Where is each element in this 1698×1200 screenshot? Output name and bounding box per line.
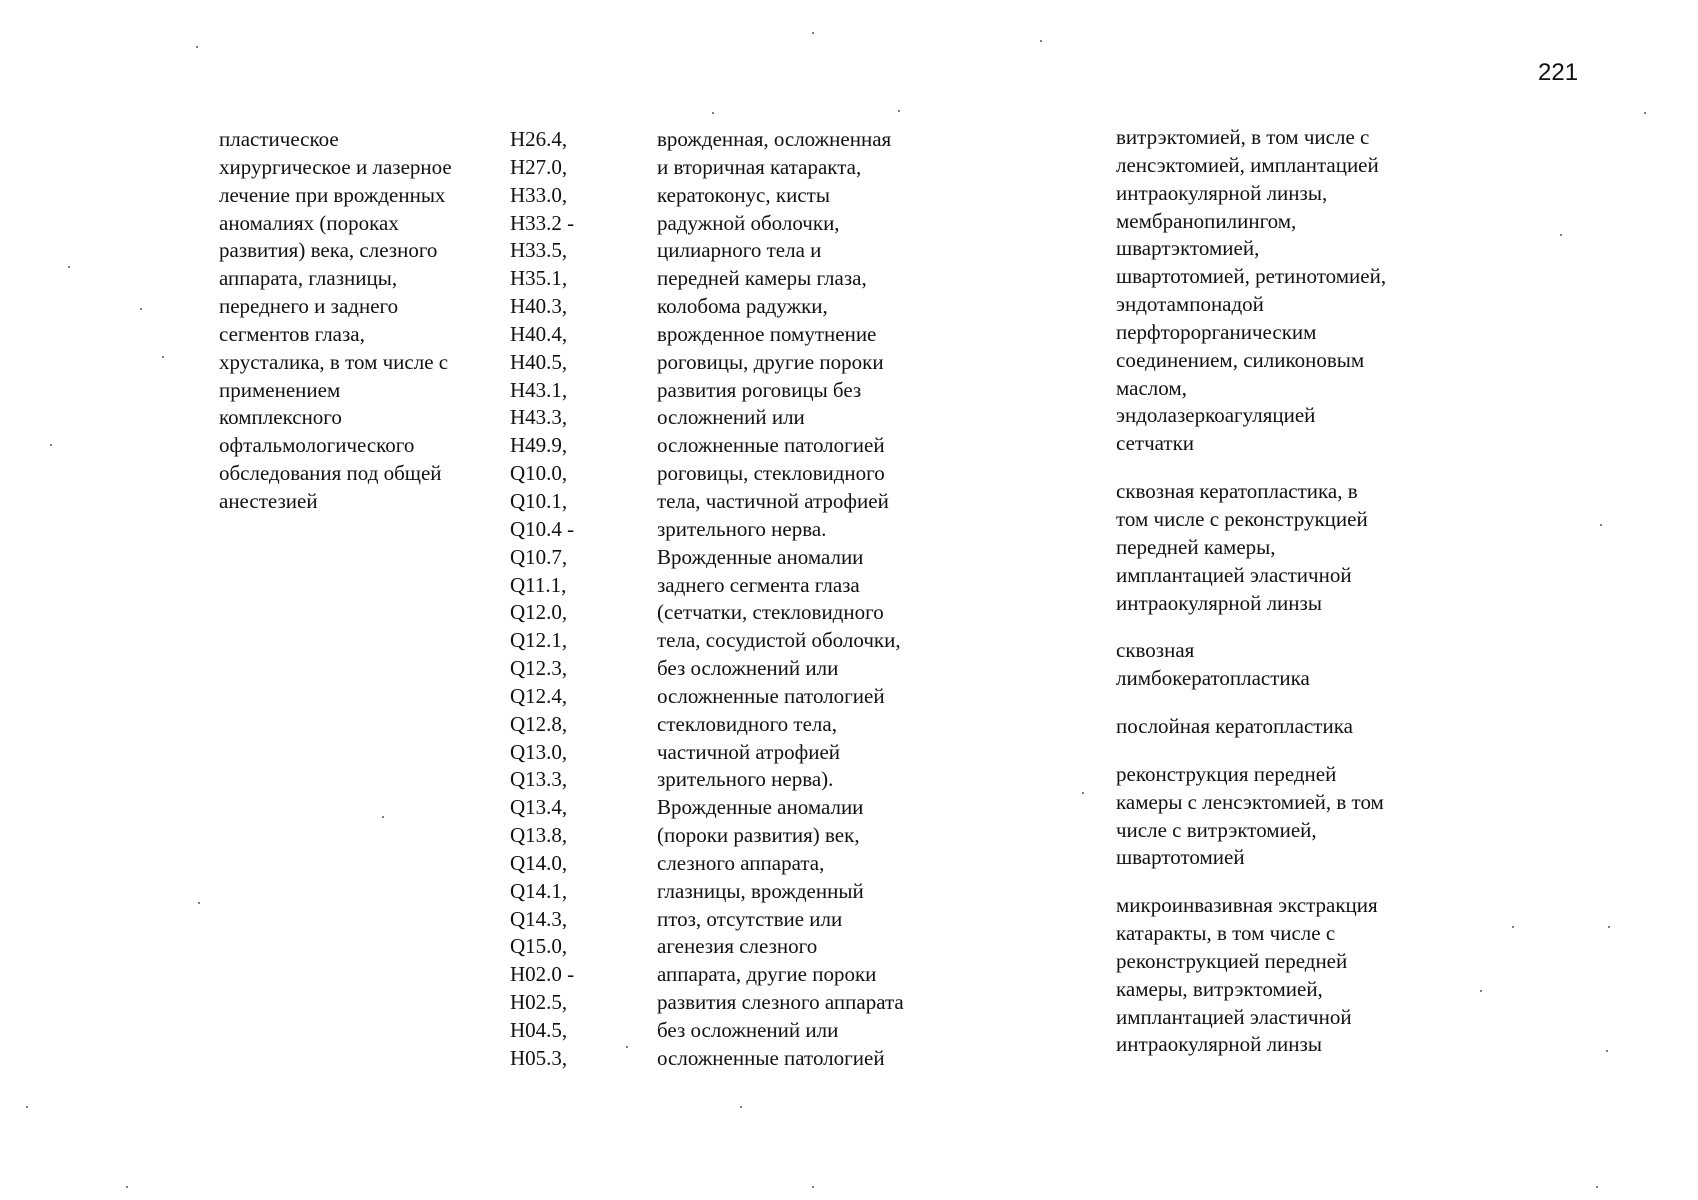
- column-method-name: [219, 126, 509, 516]
- diagnosis-line: без осложнений или: [657, 656, 839, 681]
- diagnosis-line: передней камеры глаза,: [657, 266, 867, 291]
- scan-speck: [162, 356, 164, 358]
- icd-code: Q12.3,: [510, 656, 568, 681]
- scan-speck: [740, 1106, 742, 1108]
- scan-speck: [626, 1046, 628, 1048]
- treatment-line: числе с витрэктомией,: [1116, 817, 1317, 842]
- treatment-line: маслом,: [1116, 375, 1187, 400]
- icd-code: H40.5,: [510, 349, 568, 374]
- scan-speck: [1560, 234, 1562, 236]
- icd-code: H26.4,: [510, 127, 568, 151]
- diagnosis-line: и вторичная катаракта,: [657, 154, 862, 179]
- method-name-line: развития) века, слезного: [219, 238, 438, 263]
- diagnosis-line: аппарата, другие пороки: [657, 962, 877, 987]
- treatment-line: эндолазеркоагуляцией: [1116, 403, 1316, 428]
- icd-code: H33.5,: [510, 238, 568, 263]
- treatment-line: катаракты, в том числе с: [1116, 921, 1336, 946]
- diagnosis-line: осложненные патологией: [657, 1045, 885, 1070]
- column-icd-codes: [510, 126, 640, 1073]
- scan-speck: [50, 444, 52, 446]
- diagnosis-line: агенезия слезного: [657, 934, 818, 959]
- diagnosis-line: Врожденные аномалии: [657, 544, 864, 569]
- diagnosis-line: колобома радужки,: [657, 294, 828, 319]
- treatment-line: швартэктомией,: [1116, 236, 1260, 261]
- treatment-line: интраокулярной линзы: [1116, 1032, 1322, 1057]
- icd-code: H33.2 -: [510, 210, 575, 235]
- diagnosis-line: развития роговицы без: [657, 377, 862, 402]
- scan-speck: [712, 112, 714, 114]
- icd-code: Q14.3,: [510, 906, 568, 931]
- treatment-line: мембранопилингом,: [1116, 208, 1297, 233]
- icd-code: H43.3,: [510, 405, 568, 430]
- diagnosis-line: заднего сегмента глаза: [657, 572, 860, 597]
- treatment-line: камеры, витрэктомией,: [1116, 976, 1323, 1001]
- icd-code: Q13.4,: [510, 795, 568, 820]
- method-name-line: офтальмологического: [219, 433, 415, 458]
- scan-speck: [898, 110, 900, 112]
- treatment-entry: [1116, 892, 1586, 1059]
- icd-code: H35.1,: [510, 266, 568, 291]
- treatment-entry: [1116, 713, 1586, 741]
- treatment-line: витрэктомией, в том числе с: [1116, 125, 1370, 149]
- diagnosis-line: цилиарного тела и: [657, 238, 822, 263]
- scan-speck: [198, 902, 200, 904]
- icd-code: Q10.7,: [510, 544, 568, 569]
- scan-speck: [26, 1106, 28, 1108]
- scan-speck: [1596, 1186, 1598, 1188]
- icd-code: Q13.0,: [510, 739, 568, 764]
- treatment-line: ленсэктомией, имплантацией: [1116, 152, 1379, 177]
- icd-code: Q12.4,: [510, 683, 568, 708]
- icd-code: H05.3,: [510, 1045, 568, 1070]
- diagnosis-line: слезного аппарата,: [657, 850, 825, 875]
- treatment-line: сквозная кератопластика, в: [1116, 479, 1358, 504]
- diagnosis-line: зрительного нерва.: [657, 516, 827, 541]
- column-diagnosis: [657, 126, 1087, 1073]
- scan-speck: [1040, 40, 1042, 42]
- scan-speck: [1606, 1050, 1608, 1052]
- treatment-line: имплантацией эластичной: [1116, 1004, 1352, 1029]
- diagnosis-line: осложненные патологией: [657, 433, 885, 458]
- diagnosis-line: осложненные патологией: [657, 683, 885, 708]
- diagnosis-line: врожденная, осложненная: [657, 127, 892, 151]
- icd-code: H33.0,: [510, 182, 568, 207]
- treatment-entry: [1116, 124, 1586, 458]
- treatment-line: интраокулярной линзы: [1116, 590, 1322, 615]
- method-name-line: обследования под общей: [219, 461, 442, 486]
- scan-speck: [126, 1186, 128, 1188]
- diagnosis-line: Врожденные аномалии: [657, 795, 864, 820]
- column-treatment-methods: [1116, 124, 1586, 1079]
- scan-speck: [1608, 926, 1610, 928]
- icd-code: Q14.1,: [510, 878, 568, 903]
- icd-code: Q12.0,: [510, 600, 568, 625]
- method-name-line: лечение при врожденных: [219, 182, 446, 207]
- scan-speck: [812, 32, 814, 34]
- icd-code: Q11.1,: [510, 572, 567, 597]
- scan-speck: [382, 816, 384, 818]
- diagnosis-line: частичной атрофией: [657, 739, 841, 764]
- diagnosis-line: зрительного нерва).: [657, 767, 834, 792]
- method-name-line: пластическое: [219, 127, 339, 151]
- icd-code: Q15.0,: [510, 934, 568, 959]
- icd-code: H40.4,: [510, 321, 568, 346]
- diagnosis-line: стекловидного тела,: [657, 711, 837, 736]
- icd-code: Q13.8,: [510, 823, 568, 848]
- diagnosis-line: кератоконус, кисты: [657, 182, 830, 207]
- treatment-line: эндотампонадой: [1116, 292, 1264, 317]
- diagnosis-line: роговицы, другие пороки: [657, 349, 884, 374]
- icd-code: H04.5,: [510, 1018, 568, 1042]
- scan-speck: [1082, 792, 1084, 794]
- treatment-line: соединением, силиконовым: [1116, 347, 1365, 372]
- diagnosis-line: врожденное помутнение: [657, 321, 877, 346]
- diagnosis-line: осложнений или: [657, 405, 805, 430]
- icd-code: Q10.1,: [510, 488, 568, 513]
- diagnosis-line: тела, сосудистой оболочки,: [657, 628, 901, 653]
- method-name-line: переднего и заднего: [219, 294, 399, 319]
- scan-speck: [1600, 524, 1602, 526]
- treatment-entry: [1116, 761, 1586, 872]
- diagnosis-line: птоз, отсутствие или: [657, 906, 843, 931]
- icd-code: Q12.1,: [510, 628, 568, 653]
- icd-code: Q12.8,: [510, 711, 568, 736]
- treatment-entry: [1116, 478, 1586, 617]
- method-name-line: сегментов глаза,: [219, 321, 365, 346]
- diagnosis-line: развития слезного аппарата: [657, 990, 904, 1015]
- treatment-line: микроинвазивная экстракция: [1116, 893, 1378, 918]
- scan-speck: [1644, 112, 1646, 114]
- treatment-line: имплантацией эластичной: [1116, 562, 1352, 587]
- treatment-line: передней камеры,: [1116, 534, 1276, 559]
- icd-code: Q10.0,: [510, 461, 568, 486]
- method-name-line: аномалиях (пороках: [219, 210, 399, 235]
- treatment-line: реконструкцией передней: [1116, 948, 1348, 973]
- diagnosis-line: тела, частичной атрофией: [657, 488, 889, 513]
- icd-code: H40.3,: [510, 294, 568, 319]
- scan-speck: [1480, 990, 1482, 992]
- treatment-line: перфторорганическим: [1116, 319, 1317, 344]
- method-name-line: анестезией: [219, 488, 318, 513]
- treatment-line: сетчатки: [1116, 431, 1195, 456]
- treatment-line: интраокулярной линзы,: [1116, 180, 1328, 205]
- diagnosis-line: (пороки развития) век,: [657, 823, 860, 848]
- icd-code: H27.0,: [510, 154, 568, 179]
- method-name-line: комплексного: [219, 405, 342, 430]
- diagnosis-line: без осложнений или: [657, 1018, 839, 1042]
- diagnosis-line: роговицы, стекловидного: [657, 461, 885, 486]
- treatment-line: сквозная: [1116, 638, 1195, 663]
- scan-speck: [1512, 926, 1514, 928]
- icd-code: Q10.4 -: [510, 516, 575, 541]
- treatment-entry: [1116, 637, 1586, 693]
- icd-code: H02.0 -: [510, 962, 575, 987]
- icd-code: H02.5,: [510, 990, 568, 1015]
- icd-code: Q13.3,: [510, 767, 568, 792]
- icd-code: H43.1,: [510, 377, 568, 402]
- treatment-line: швартотомией, ретинотомией,: [1116, 264, 1387, 289]
- diagnosis-line: радужной оболочки,: [657, 210, 840, 235]
- icd-code: Q14.0,: [510, 850, 568, 875]
- scan-speck: [68, 266, 70, 268]
- treatment-line: лимбокератопластика: [1116, 666, 1310, 691]
- scan-speck: [812, 1186, 814, 1188]
- treatment-line: реконструкция передней: [1116, 761, 1337, 786]
- treatment-line: швартотомией: [1116, 845, 1245, 870]
- method-name-line: хирургическое и лазерное: [219, 154, 452, 179]
- method-name-line: хрусталика, в том числе с: [219, 349, 449, 374]
- method-name-line: применением: [219, 377, 341, 402]
- page-number: 221: [1538, 59, 1579, 86]
- scan-speck: [140, 308, 142, 310]
- icd-code: H49.9,: [510, 433, 568, 458]
- diagnosis-line: глазницы, врожденный: [657, 878, 864, 903]
- method-name-line: аппарата, глазницы,: [219, 266, 398, 291]
- scan-speck: [196, 46, 198, 48]
- diagnosis-line: (сетчатки, стекловидного: [657, 600, 884, 625]
- treatment-line: послойная кератопластика: [1116, 714, 1353, 739]
- treatment-line: том числе с реконструкцией: [1116, 506, 1368, 531]
- treatment-line: камеры с ленсэктомией, в том: [1116, 789, 1384, 814]
